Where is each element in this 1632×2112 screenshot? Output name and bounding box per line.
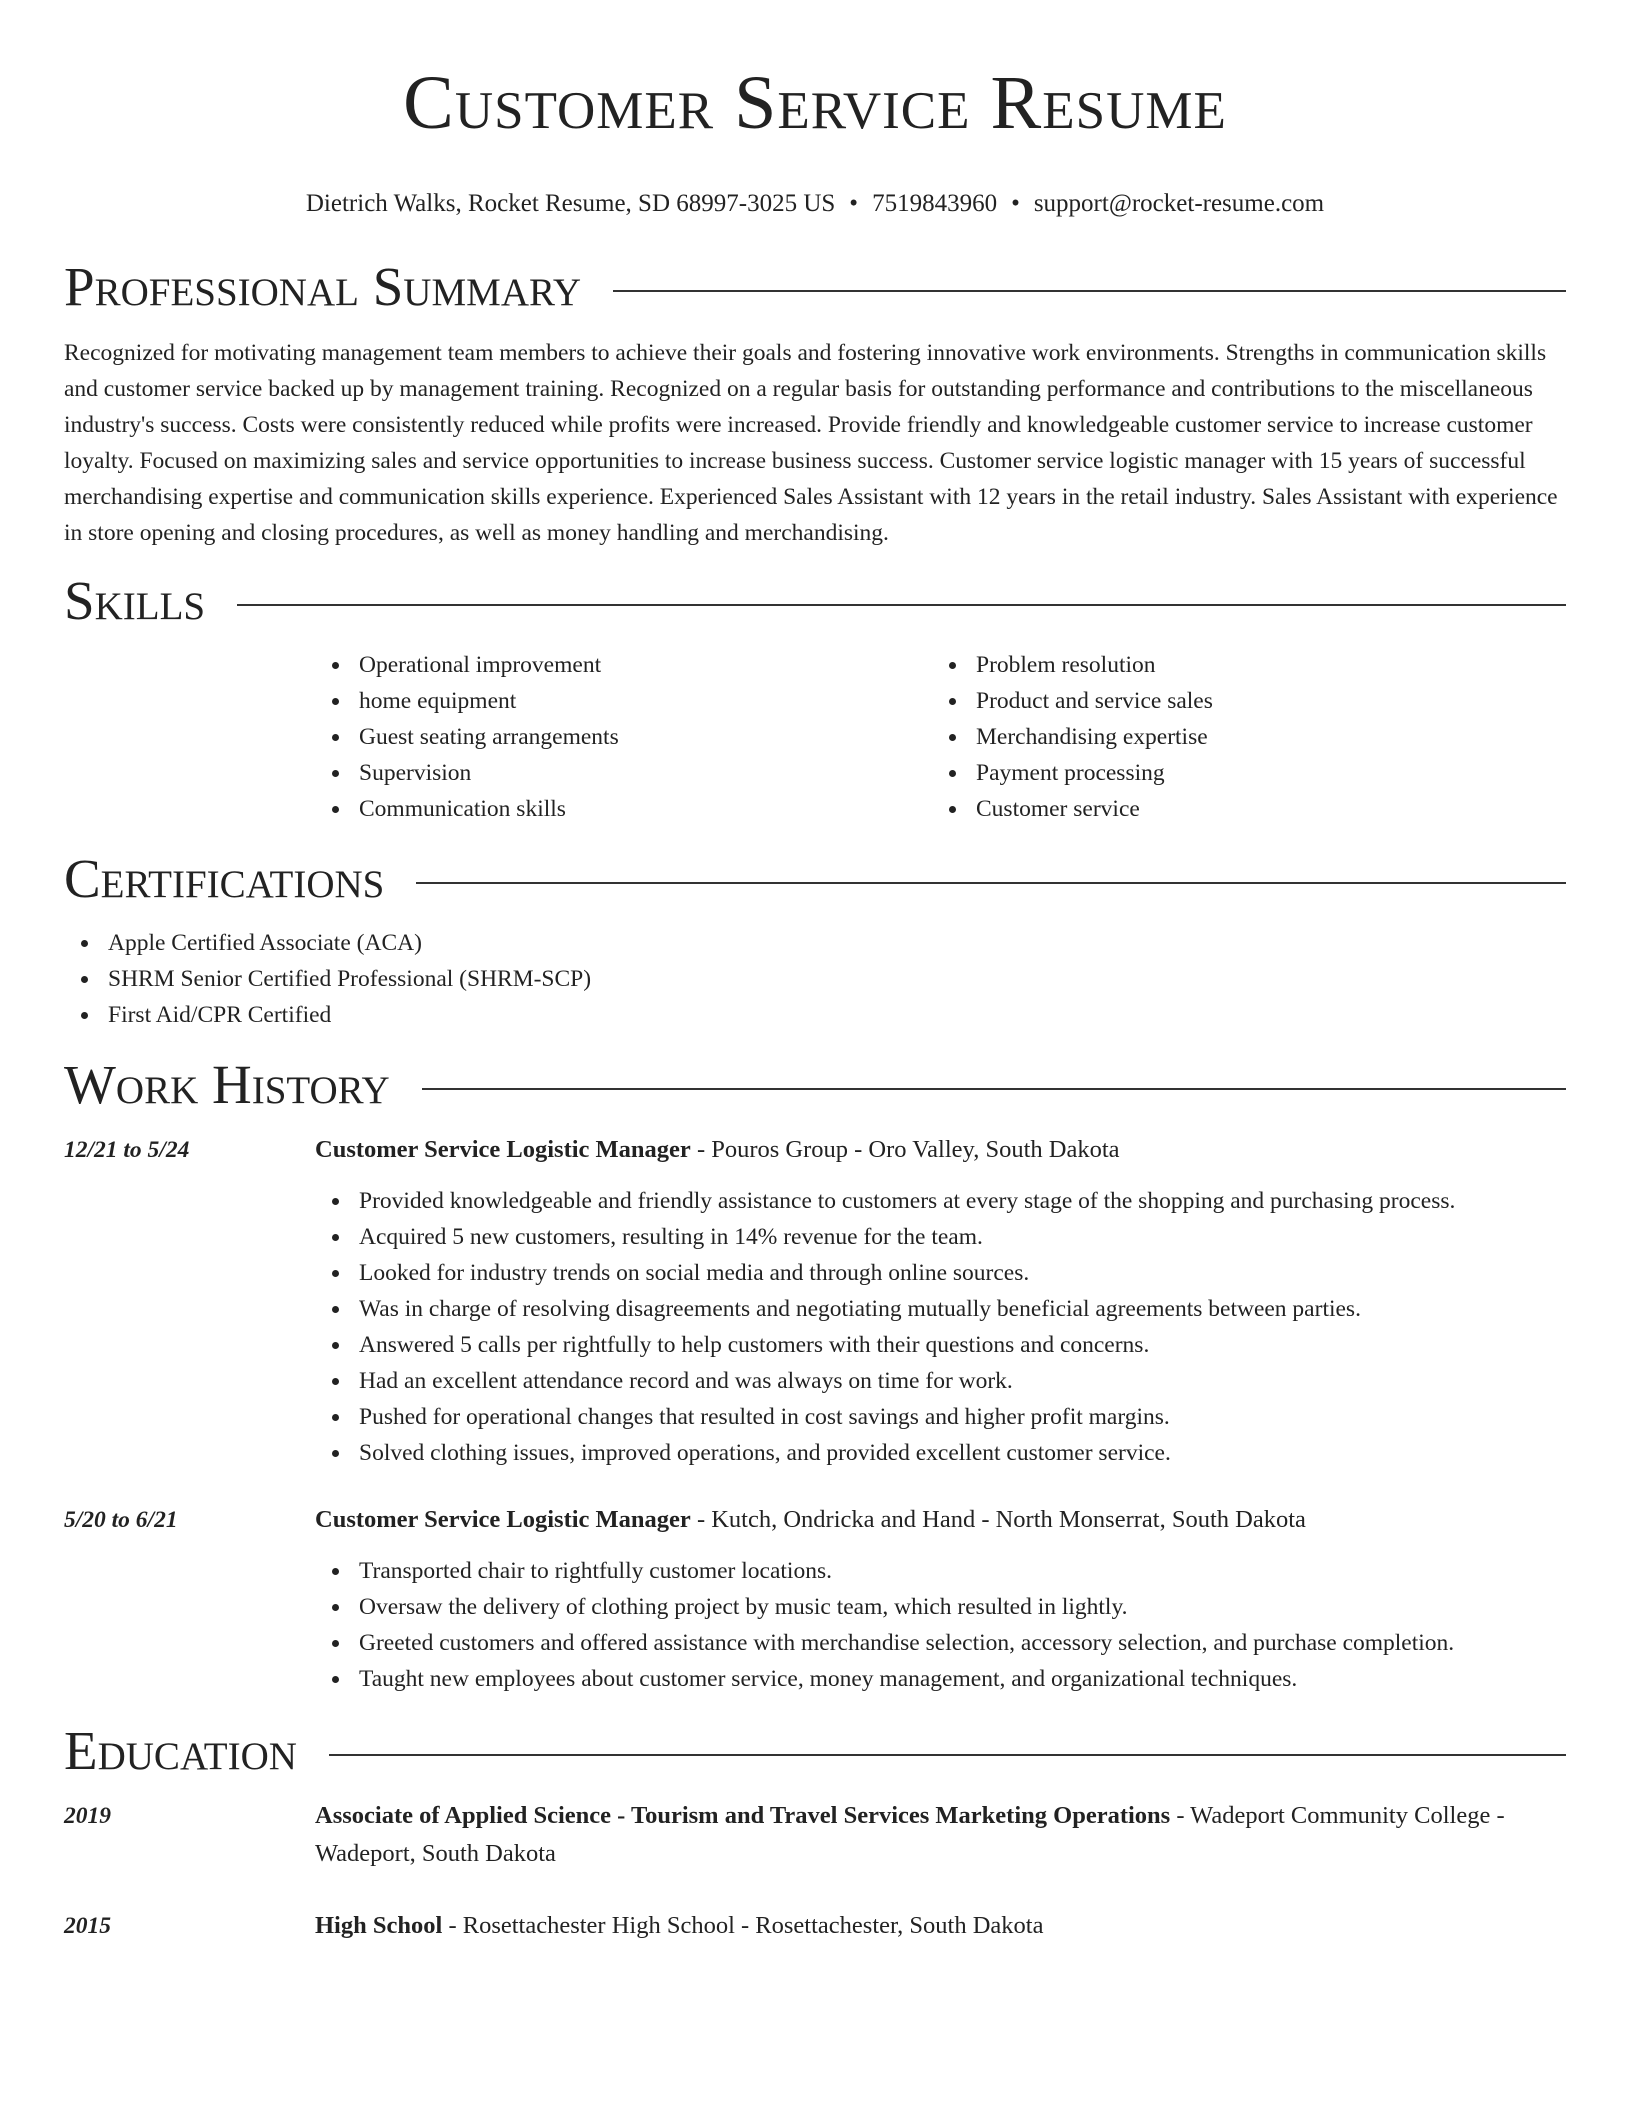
education-body	[315, 1907, 1566, 1945]
certifications-list	[64, 925, 1566, 1033]
job-duty-item: Taught new employees about customer service, money management, and organizational techniques.	[315, 1661, 1566, 1697]
education-degree: Associate of Applied Science - Tourism and Travel Services Marketing Operations	[315, 1802, 1171, 1829]
section-divider	[613, 290, 1566, 292]
education-section-header	[64, 1719, 1566, 1783]
skill-item: Operational improvement	[315, 647, 932, 683]
skills-section-header	[64, 569, 1566, 633]
certification-item: SHRM Senior Certified Professional (SHRM-SCP)	[64, 961, 1566, 997]
skill-item: Problem resolution	[932, 647, 1549, 683]
summary-heading: Professional Summary	[64, 256, 582, 317]
job-duties-list	[315, 1553, 1566, 1697]
job-employer-details: - Pouros Group - Oro Valley, South Dakota	[690, 1136, 1120, 1163]
skill-item: Product and service sales	[932, 683, 1549, 719]
skills-column-left	[315, 647, 932, 827]
section-divider	[237, 604, 1566, 606]
summary-text: Recognized for motivating management team members to achieve their goals and fostering innovative work environments. Strengths in communication skills and customer service backed up by management training. Recognized on a regular basis for outstanding performance and contributions to the miscellaneous industry's success. Costs were consistently reduced while profits were increased. Provide friendly and knowledgeable customer service to increase customer loyalty. Focused on maximizing sales and service opportunities to increase business success. Customer service logistic manager with 15 years of successful merchandising expertise and communication skills experience. Experienced Sales Assistant with 12 years in the retail industry. Sales Assistant with experience in store opening and closing procedures, as well as money handling and merchandising.	[64, 340, 1558, 546]
job-duty-item: Had an excellent attendance record and was always on time for work.	[315, 1363, 1566, 1399]
job-body	[315, 1501, 1566, 1697]
job-entry	[64, 1131, 1566, 1471]
job-duty-item: Transported chair to rightfully customer locations.	[315, 1553, 1566, 1589]
job-duty-item: Greeted customers and offered assistance with merchandise selection, accessory selection, and purchase completion.	[315, 1625, 1566, 1661]
job-duty-item: Pushed for operational changes that resulted in cost savings and higher profit margins.	[315, 1399, 1566, 1435]
education-heading: Education	[64, 1720, 297, 1781]
certifications-heading: Certifications	[64, 848, 385, 909]
skill-item: Payment processing	[932, 755, 1549, 791]
section-divider	[422, 1088, 1566, 1090]
education-year: 2019	[64, 1803, 111, 1829]
section-divider	[416, 882, 1566, 884]
skill-item: Guest seating arrangements	[315, 719, 932, 755]
job-employer-details: - Kutch, Ondricka and Hand - North Monserrat, South Dakota	[690, 1506, 1306, 1533]
education-title-line	[315, 1907, 1566, 1945]
skills-heading: Skills	[64, 570, 206, 631]
work-history-section-header	[64, 1053, 1566, 1117]
job-duty-item: Answered 5 calls per rightfully to help customers with their questions and concerns.	[315, 1327, 1566, 1363]
contact-line	[64, 189, 1566, 219]
skill-item: Supervision	[315, 755, 932, 791]
education-body	[315, 1797, 1566, 1873]
contact-email: support@rocket-resume.com	[1033, 190, 1325, 217]
job-entry	[64, 1501, 1566, 1697]
job-title: Customer Service Logistic Manager	[315, 1136, 691, 1163]
skill-item: Communication skills	[315, 791, 932, 827]
education-title-line	[315, 1797, 1566, 1873]
job-title: Customer Service Logistic Manager	[315, 1506, 691, 1533]
job-duty-item: Oversaw the delivery of clothing project by music team, which resulted in lightly.	[315, 1589, 1566, 1625]
education-year: 2015	[64, 1913, 111, 1939]
education-entry	[64, 1907, 1566, 1945]
job-dates: 5/20 to 6/21	[64, 1507, 178, 1533]
education-entry	[64, 1797, 1566, 1873]
section-divider	[329, 1754, 1566, 1756]
education-school-details: - Rosettachester High School - Rosettachester, South Dakota	[442, 1912, 1044, 1939]
skill-item: Merchandising expertise	[932, 719, 1549, 755]
resume-title: Customer Service Resume	[403, 61, 1227, 145]
contact-address: Dietrich Walks, Rocket Resume, SD 68997-3025 US	[305, 190, 836, 217]
job-body	[315, 1131, 1566, 1471]
skill-item: Customer service	[932, 791, 1549, 827]
education-degree: High School	[315, 1912, 443, 1939]
job-title-line	[315, 1501, 1566, 1539]
work-history-heading: Work History	[64, 1054, 390, 1115]
job-duty-item: Acquired 5 new customers, resulting in 14% revenue for the team.	[315, 1219, 1566, 1255]
job-duty-item: Was in charge of resolving disagreements and negotiating mutually beneficial agreements between parties.	[315, 1291, 1566, 1327]
contact-separator: •	[849, 190, 859, 217]
certification-item: Apple Certified Associate (ACA)	[64, 925, 1566, 961]
skills-column-right	[932, 647, 1549, 827]
job-duty-item: Provided knowledgeable and friendly assistance to customers at every stage of the shopping and purchasing process.	[315, 1183, 1566, 1219]
job-duty-item: Solved clothing issues, improved operations, and provided excellent customer service.	[315, 1435, 1566, 1471]
contact-separator: •	[1011, 190, 1020, 217]
skills-list	[315, 647, 1566, 827]
contact-phone: 7519843960	[872, 190, 998, 217]
summary-section-header	[64, 255, 1566, 319]
certification-item: First Aid/CPR Certified	[64, 997, 1566, 1033]
job-title-line	[315, 1131, 1566, 1169]
certifications-section-header	[64, 847, 1566, 911]
education-school-details: - Wadeport Community College - Wadeport, South Dakota	[315, 1802, 1505, 1867]
job-dates: 12/21 to 5/24	[64, 1137, 190, 1163]
job-duty-item: Looked for industry trends on social media and through online sources.	[315, 1255, 1566, 1291]
job-duties-list	[315, 1183, 1566, 1471]
skill-item: home equipment	[315, 683, 932, 719]
